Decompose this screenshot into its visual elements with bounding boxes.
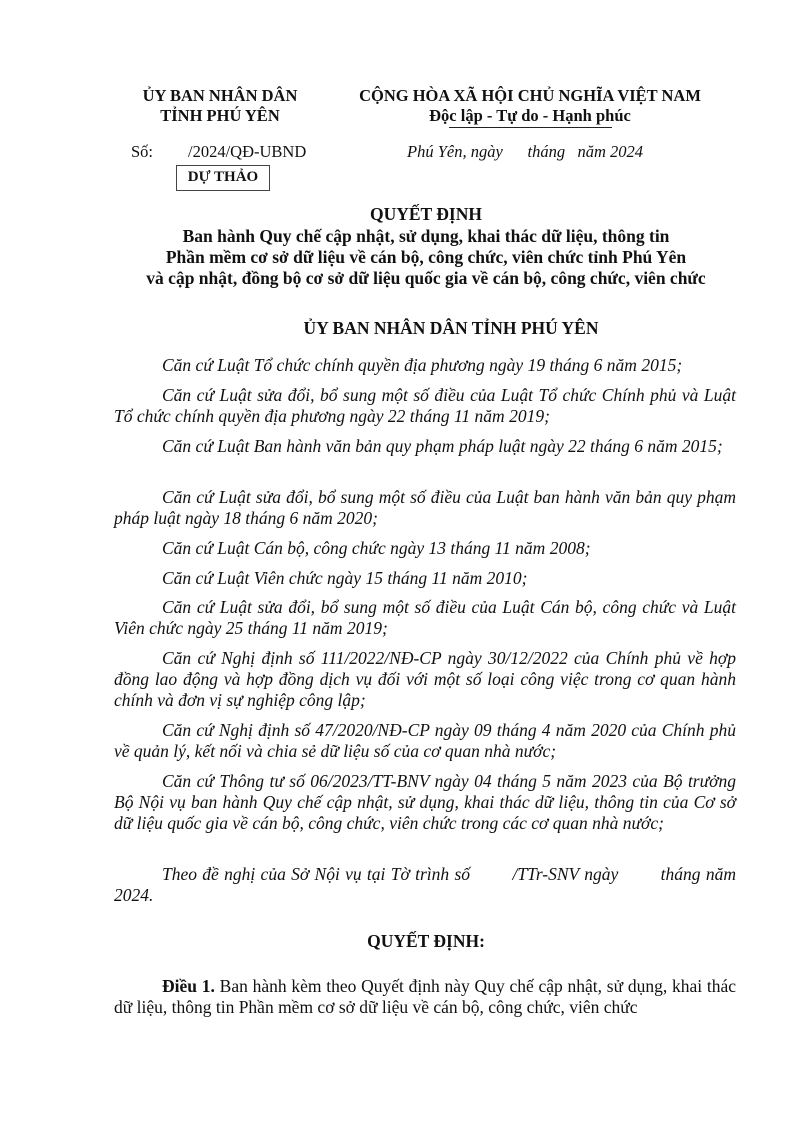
- preamble-clause: Căn cứ Luật Cán bộ, công chức ngày 13 tháng 11 năm 2008;: [162, 538, 591, 558]
- preamble-clause: Căn cứ Thông tư số 06/2023/TT-BNV ngày 04 tháng 5 năm 2023 của Bộ trưởng Bộ Nội vụ ban hành Quy chế cập nhật, sử dụng, khai thác dữ liệu, thông tin của Cơ sở dữ liệu quốc gia về cán bộ, công chức, viên chức trong các cơ quan nhà nước;: [114, 771, 736, 833]
- preamble-clause: Căn cứ Nghị định số 111/2022/NĐ-CP ngày 30/12/2022 của Chính phủ về hợp đồng lao động và hợp đồng dịch vụ đối với một số loại công việc trong cơ quan hành chính và đơn vị sự nghiệp công lập;: [114, 648, 736, 710]
- issuing-authority: ỦY BAN NHÂN DÂN TỈNH PHÚ YÊN: [303, 318, 599, 338]
- decision-heading: QUYẾT ĐỊNH:: [367, 931, 485, 951]
- preamble-clause: Căn cứ Luật Viên chức ngày 15 tháng 11 năm 2010;: [162, 568, 528, 588]
- document-title: QUYẾT ĐỊNH: [370, 204, 482, 224]
- document-subtitle-line3: và cập nhật, đồng bộ cơ sở dữ liệu quốc gia về cán bộ, công chức, viên chức: [146, 268, 706, 288]
- national-motto: Độc lập - Tự do - Hạnh phúc: [429, 106, 631, 125]
- preamble-clause: Căn cứ Luật sửa đổi, bổ sung một số điều của Luật Tổ chức Chính phủ và Luật Tổ chức chính quyền địa phương ngày 22 tháng 11 năm 2019;: [114, 385, 736, 426]
- document-subtitle-line1: Ban hành Quy chế cập nhật, sử dụng, khai thác dữ liệu, thông tin: [182, 226, 670, 246]
- article-1-text: Ban hành kèm theo Quyết định này Quy chế cập nhật, sử dụng, khai thác dữ liệu, thông tin Phần mềm cơ sở dữ liệu về cán bộ, công chức, viên chức: [114, 976, 736, 1017]
- document-number-label: Số:: [131, 142, 154, 161]
- proposal-clause: Theo đề nghị của Sở Nội vụ tại Tờ trình số /TTr-SNV ngày tháng năm 2024.: [114, 864, 741, 905]
- article-1: [114, 976, 736, 1018]
- document-subtitle-line2: Phần mềm cơ sở dữ liệu về cán bộ, công chức, viên chức tỉnh Phú Yên: [165, 247, 687, 267]
- agency-name-line1: ỦY BAN NHÂN DÂN: [142, 86, 298, 105]
- national-title: CỘNG HÒA XÃ HỘI CHỦ NGHĨA VIỆT NAM: [359, 86, 701, 105]
- motto-underline: [449, 127, 612, 128]
- place-date: Phú Yên, ngày tháng năm 2024: [407, 142, 644, 161]
- document-number: /2024/QĐ-UBND: [188, 142, 307, 161]
- preamble-clause: Căn cứ Nghị định số 47/2020/NĐ-CP ngày 09 tháng 4 năm 2020 của Chính phủ về quản lý, kết nối và chia sẻ dữ liệu số của cơ quan nhà nước;: [114, 720, 736, 761]
- preamble-clause: Căn cứ Luật sửa đổi, bổ sung một số điều của Luật ban hành văn bản quy phạm pháp luật ngày 18 tháng 6 năm 2020;: [114, 487, 736, 528]
- draft-stamp: DỰ THẢO: [176, 165, 270, 191]
- agency-name-line2: TỈNH PHÚ YÊN: [160, 106, 280, 125]
- article-1-label: Điều 1.: [162, 976, 215, 996]
- preamble-clause: Căn cứ Luật Ban hành văn bản quy phạm pháp luật ngày 22 tháng 6 năm 2015;: [162, 436, 723, 456]
- preamble-clause: Căn cứ Luật sửa đổi, bổ sung một số điều của Luật Cán bộ, công chức và Luật Viên chức ngày 25 tháng 11 năm 2019;: [114, 597, 736, 638]
- preamble-clause: Căn cứ Luật Tổ chức chính quyền địa phương ngày 19 tháng 6 năm 2015;: [162, 355, 683, 375]
